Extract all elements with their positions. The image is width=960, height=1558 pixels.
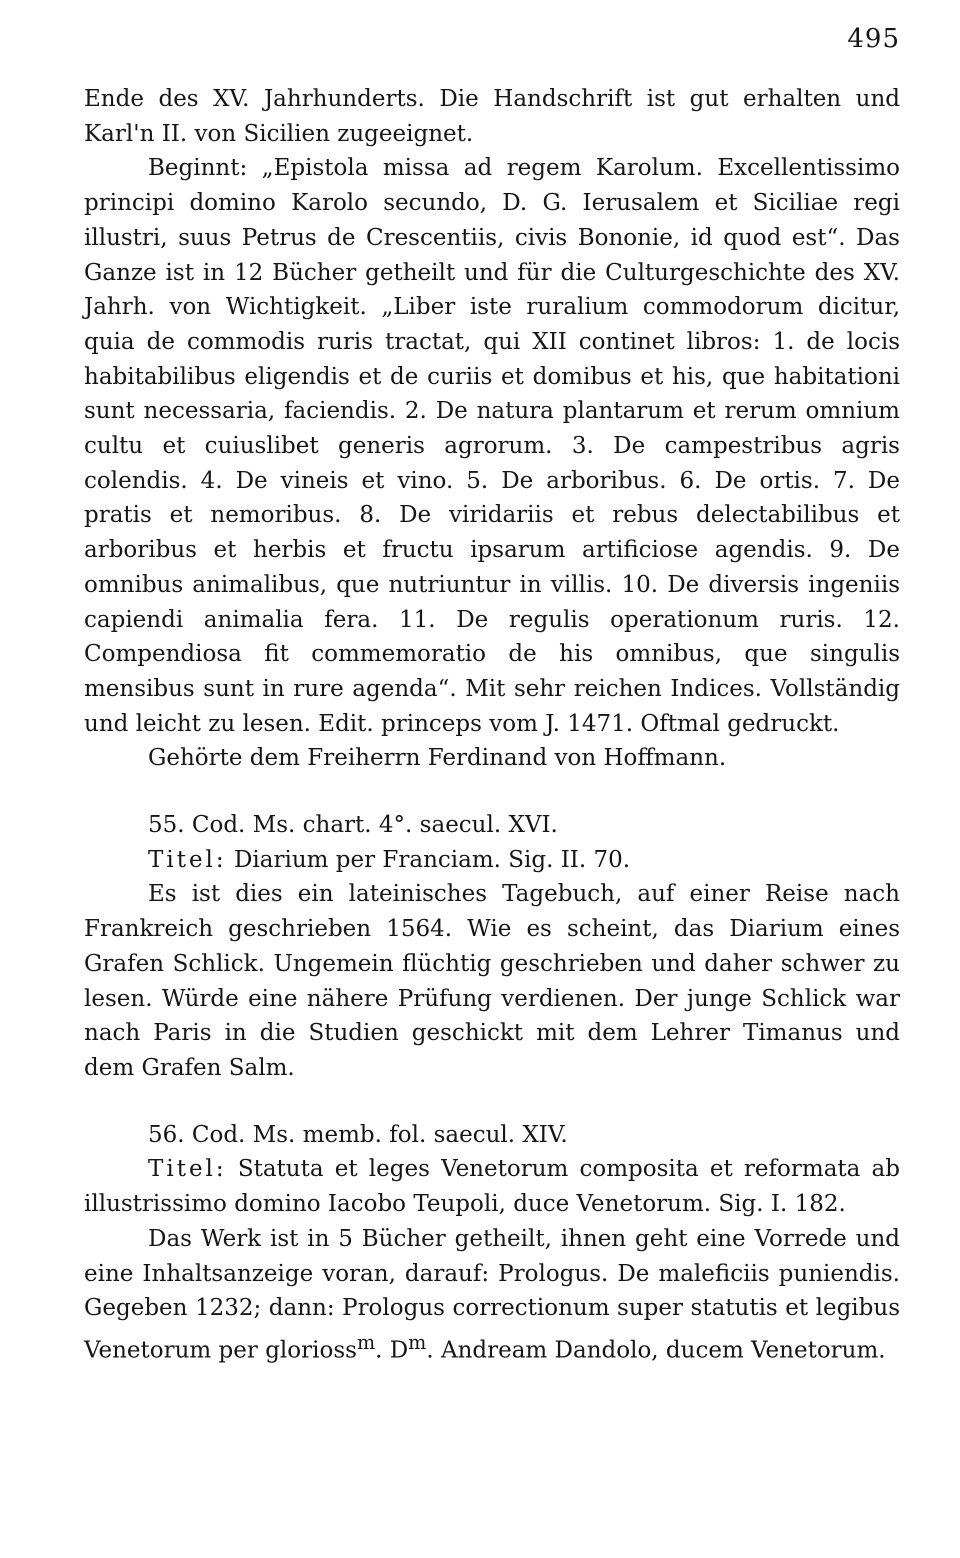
entry-heading-56: 56. Cod. Ms. memb. fol. saecul. XIV. [148,1121,568,1148]
paragraph-statuta: Das Werk ist in 5 Bücher getheilt, ihnen geht eine Vorrede und eine Inhaltsanzeige voran, darauf: Prologus. De maleficiis puniendis. Gegeben 1232; dann: Prologus correctionum super statutis et legibus Venetorum per glorioss$^m$. $D^m$. Andream Dandolo, ducem Venetorum. [84,1225,900,1364]
entry-heading-55: 55. Cod. Ms. chart. 4°. saecul. XVI. [148,812,558,839]
paragraph-diarium: Es ist dies ein lateinisches Tagebuch, auf einer Reise nach Frankreich geschrieben 1564. Wie es scheint, das Diarium eines Grafen Schlick. Ungemein flüchtig geschrieben und daher schwer zu lesen. Würde eine nähere Prüfung verdienen. Der junge Schlick war nach Paris in die Studien geschickt mit dem Lehrer Timanus und dem Grafen Salm. [84,881,900,1081]
paragraph-provenance: Gehörte dem Freiherrn Ferdinand von Hoffmann. [148,745,727,772]
entry-title-56 [84,1152,900,1221]
document-page [84,24,900,1534]
text-body [84,82,900,1368]
paragraph-end-of-entry: Ende des XV. Jahrhunderts. Die Handschrift ist gut erhalten und Karl'n II. von Sicilien zugeeignet. [84,86,900,147]
entry-title-55 [84,843,900,878]
page-number: 495 [847,24,900,54]
paragraph-beginnt: Beginnt: „Epistola missa ad regem Karolum. Excellentissimo principi domino Karolo secundo, D. G. Ierusalem et Siciliae regi illustri, suus Petrus de Crescentiis, civis Bononie, id quod est“. Das Ganze ist in 12 Bücher getheilt und für die Culturgeschichte des XV. Jahrh. von Wichtigkeit. „Liber iste ruralium commodorum dicitur, quia de commodis ruris tractat, qui XII continet libros: 1. de locis habitabilibus eligendis et de curiis et domibus et his, que habitationi sunt necessaria, faciendis. 2. De natura plantarum et rerum omnium cultu et cuiuslibet generis agrorum. 3. De campestribus agris colendis. 4. De vineis et vino. 5. De arboribus. 6. De ortis. 7. De pratis et nemoribus. 8. De viridariis et rebus delectabilibus et arboribus et herbis et fructu ipsarum artificiose agendis. 9. De omnibus animalibus, que nutriuntur in villis. 10. De diversis ingeniis capiendi animalia fera. 11. De regulis operationum ruris. 12. Compendiosa fit commemoratio de his omnibus, que singulis mensibus sunt in rure agenda“. Mit sehr reichen Indices. Vollständig und leicht zu lesen. Edit. princeps vom J. 1471. Oftmal gedruckt. [84,155,900,737]
title-text: Statuta et leges Venetorum composita et reformata ab illustrissimo domino Iacobo Teupoli, duce Venetorum. Sig. I. 182. [84,1156,900,1218]
title-text: Diarium per Franciam. Sig. II. 70. [233,846,631,873]
title-label: Titel: [148,1156,227,1183]
title-label: Titel: [148,846,227,873]
